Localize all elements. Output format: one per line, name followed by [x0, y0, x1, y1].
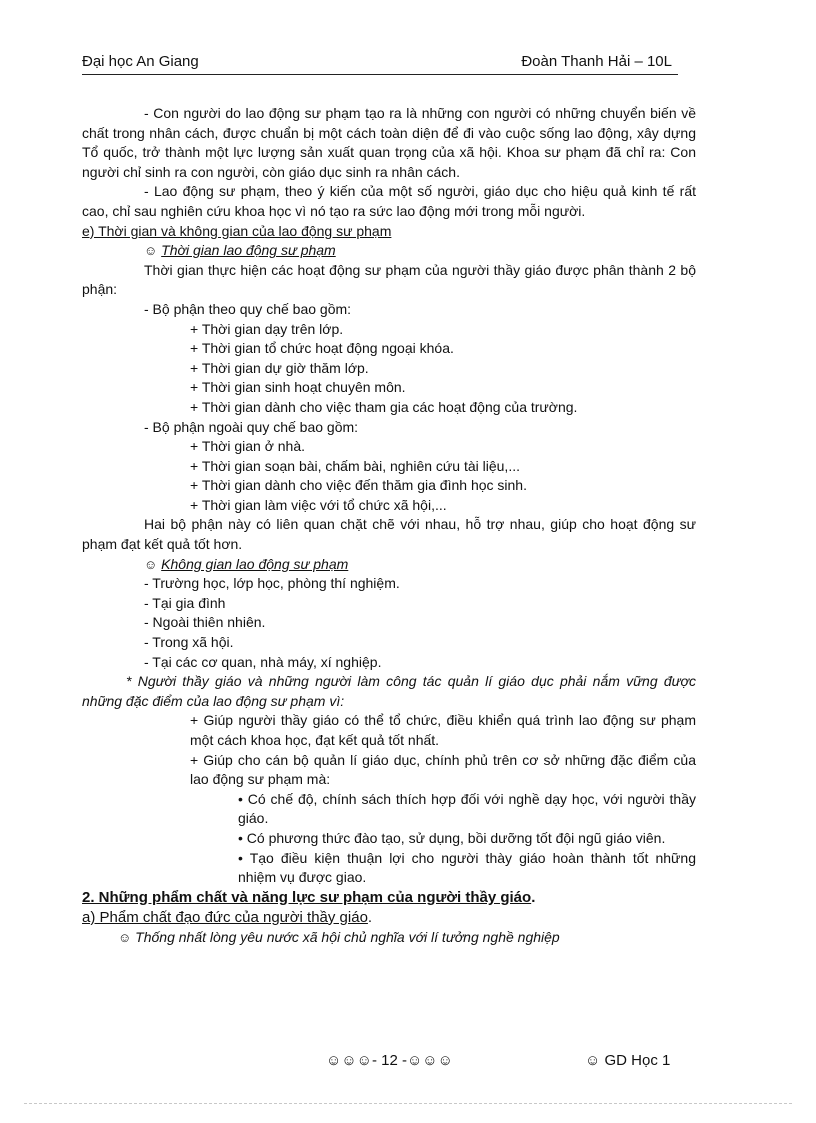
paragraph-1: - Con người do lao động sư phạm tạo ra là những con người có những chuyển biến về chất trong nhân cách, được chuẩn bị một cách toàn diện để đi vào cuộc sống lao động, xây dựng Tổ quốc, trở thành một lực lượng sản xuất quan trọng của xã hội. Khoa sư phạm đã chỉ ra: Con người chỉ sinh ra con người, còn giáo dục sinh ra nhân cách.: [82, 105, 696, 180]
paragraph-2: - Lao động sư phạm, theo ý kiến của một số người, giáo dục cho hiệu quả kinh tế rất cao, chỉ sau nghiên cứu khoa học vì nó tạo ra sức lao động mới trong mỗi người.: [82, 183, 696, 219]
list-item: - Trường học, lớp học, phòng thí nghiệm.: [144, 575, 400, 592]
list-item: - Ngoài thiên nhiên.: [144, 614, 266, 631]
header-author: Đoàn Thanh Hải – 10L: [521, 53, 672, 70]
bullet-item: • Tạo điều kiện thuận lợi cho người thày giáo hoàn thành tốt những nhiệm vụ được giao.: [238, 849, 696, 886]
regulated-title: - Bộ phận theo quy chế bao gồm:: [144, 300, 352, 317]
list-item: - Tại các cơ quan, nhà máy, xí nghiệp.: [144, 653, 382, 670]
time-heading: [82, 241, 696, 261]
page-header: [82, 53, 672, 73]
footer-course: ☺ GD Học 1: [585, 1052, 671, 1069]
note-paragraph: * Người thầy giáo và những người làm công tác quản lí giáo dục phải nắm vững được những đặc điểm của lao động sư phạm vì:: [82, 673, 696, 709]
smiley-icon: ☺: [118, 929, 132, 945]
bullet-item: • Có phương thức đào tạo, sử dụng, bồi dưỡng tốt đội ngũ giáo viên.: [238, 829, 666, 846]
smiley-icon: ☺: [144, 556, 158, 572]
time-conclusion: Hai bộ phận này có liên quan chặt chẽ với nhau, hỗ trợ nhau, giúp cho hoạt động sư phạm đạt kết quả tốt hơn.: [82, 516, 696, 553]
space-heading-text: Không gian lao động sư phạm: [161, 555, 349, 572]
time-intro: Thời gian thực hiện các hoạt động sư phạm của người thầy giáo được phân thành 2 bộ phận:: [82, 261, 696, 298]
document-body: [82, 104, 696, 947]
header-rule: [82, 74, 678, 75]
list-item: + Thời gian dự giờ thăm lớp.: [190, 359, 369, 376]
reason-1: + Giúp người thầy giáo có thể tổ chức, điều khiển quá trình lao động sư phạm một cách khoa học, đạt kết quả tốt nhất.: [190, 712, 696, 748]
list-item: + Thời gian dạy trên lớp.: [190, 320, 344, 337]
smiley-icon: ☺: [144, 243, 158, 259]
list-item: - Tại gia đình: [144, 594, 226, 611]
list-item: + Thời gian sinh hoạt chuyên môn.: [190, 379, 406, 396]
list-item: + Thời gian soạn bài, chấm bài, nghiên cứu tài liệu,...: [190, 457, 520, 474]
space-heading: [82, 555, 696, 575]
list-item: + Thời gian dành cho việc tham gia các hoạt động của trường.: [190, 398, 578, 415]
section-a-sub-text: Thống nhất lòng yêu nước xã hội chủ nghĩa với lí tưởng nghề nghiệp: [135, 928, 560, 945]
footer-page-number: ☺☺☺- 12 -☺☺☺: [326, 1052, 453, 1069]
page-bottom-divider: [24, 1103, 792, 1104]
header-university: Đại học An Giang: [82, 53, 199, 70]
list-item: + Thời gian làm việc với tổ chức xã hội,...: [190, 496, 447, 513]
list-item: + Thời gian tổ chức hoạt động ngoại khóa.: [190, 340, 454, 357]
unregulated-title: - Bộ phận ngoài quy chế bao gồm:: [144, 418, 359, 435]
list-item: + Thời gian dành cho việc đến thăm gia đình học sinh.: [190, 477, 527, 494]
section-a-sub: [82, 928, 696, 948]
list-item: - Trong xã hội.: [144, 634, 234, 651]
section-2-title: 2. Những phẩm chất và năng lực sư phạm của người thầy giáo.: [82, 888, 536, 906]
list-item: + Thời gian ở nhà.: [190, 438, 306, 455]
section-a-title: a) Phẩm chất đạo đức của người thầy giáo.: [82, 908, 373, 926]
section-e-title: e) Thời gian và không gian của lao động sư phạm: [82, 222, 392, 239]
time-heading-text: Thời gian lao động sư phạm: [161, 242, 336, 259]
bullet-item: • Có chế độ, chính sách thích hợp đối với nghề dạy học, với người thầy giáo.: [238, 790, 696, 827]
reason-2: + Giúp cho cán bộ quản lí giáo dục, chính phủ trên cơ sở những đặc điểm của lao động sư phạm mà:: [190, 751, 696, 788]
